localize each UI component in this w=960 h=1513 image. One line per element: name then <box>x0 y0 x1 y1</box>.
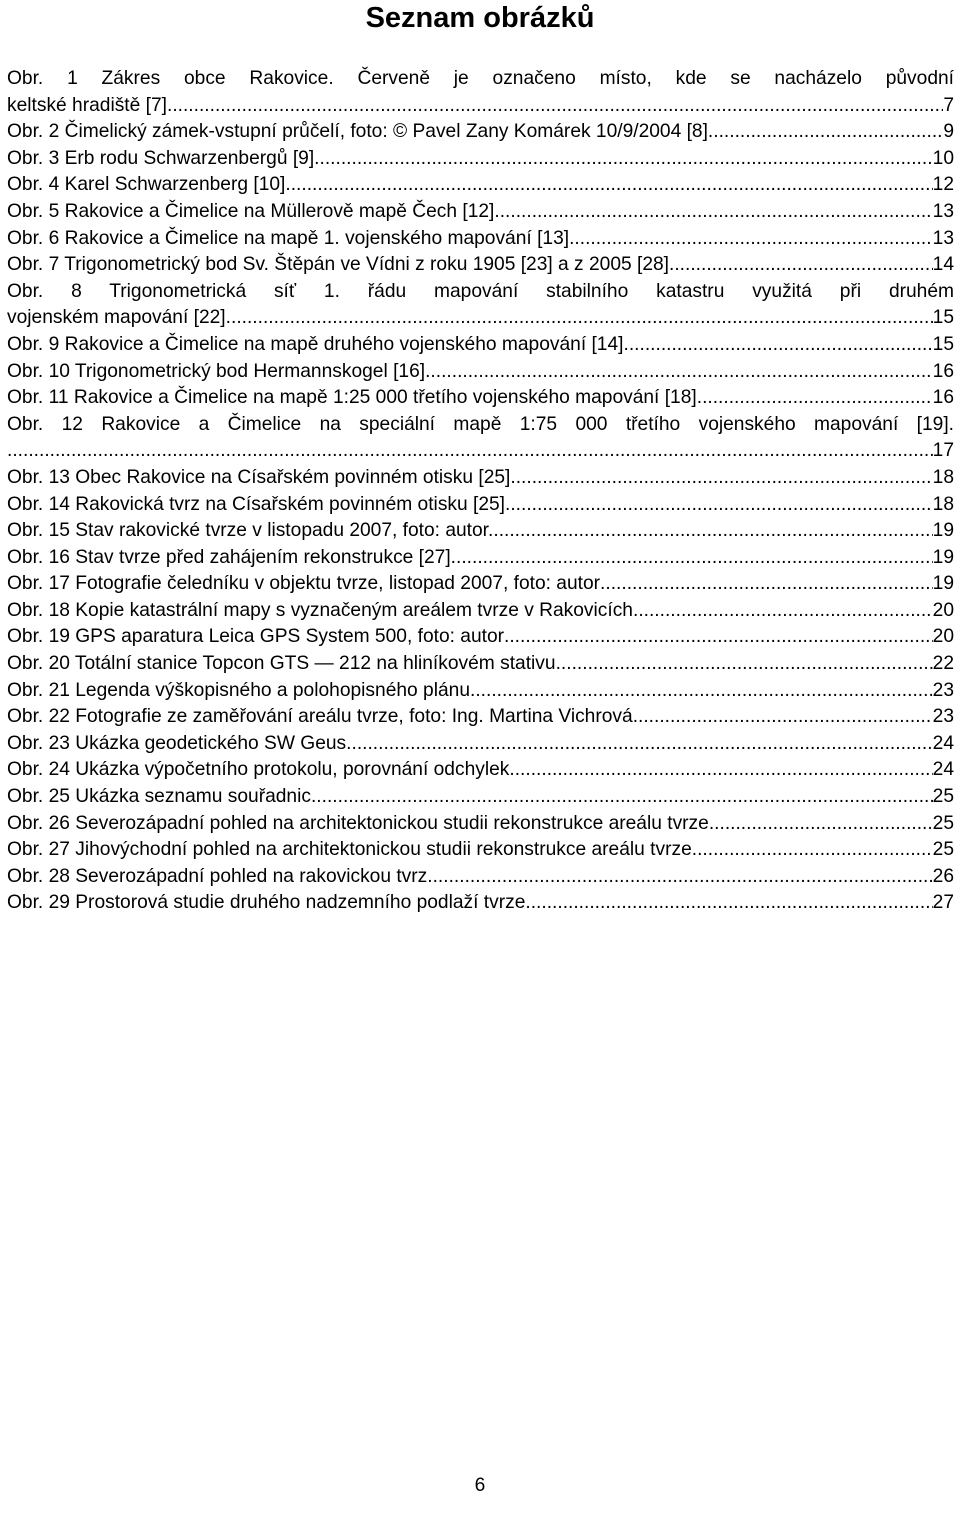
toc-page-number: 20 <box>932 599 954 621</box>
dot-leader <box>470 678 933 705</box>
toc-entry[interactable] <box>7 146 954 173</box>
toc-page-number: 19 <box>932 573 954 595</box>
toc-page-number: 25 <box>932 786 954 808</box>
toc-entry-text: Obr. 21 Legenda výškopisného a polohopisného plánu <box>7 679 470 701</box>
figure-list <box>7 66 954 917</box>
dot-leader <box>351 731 932 758</box>
toc-entry[interactable] <box>7 279 954 332</box>
toc-entry[interactable] <box>7 731 954 758</box>
dot-leader <box>433 864 933 891</box>
dot-leader <box>633 598 933 625</box>
toc-page-number: 26 <box>932 865 954 887</box>
dot-leader <box>556 651 933 678</box>
toc-entry-text: keltské hradiště [7]. <box>7 94 173 116</box>
toc-entry[interactable] <box>7 545 954 572</box>
toc-entry-text: Obr. 6 Rakovice a Čimelice na mapě 1. vojenského mapování [13]. <box>7 227 575 249</box>
toc-entry-text: Obr. 14 Rakovická tvrz na Císařském povinném otisku [25] <box>7 493 506 515</box>
toc-entry[interactable] <box>7 385 954 412</box>
dot-leader <box>320 146 933 173</box>
toc-entry-text: Obr. 17 Fotografie čeledníku v objektu tvrze, listopad 2007, foto: autor <box>7 573 601 595</box>
toc-entry-text: Obr. 18 Kopie katastrální mapy s vyznačeným areálem tvrze v Rakovicích <box>7 599 633 621</box>
toc-entry[interactable] <box>7 492 954 519</box>
toc-page-number: 20 <box>932 626 954 648</box>
toc-entry[interactable] <box>7 598 954 625</box>
toc-page-number: 10 <box>932 147 954 169</box>
toc-entry-text: Obr. 24 Ukázka výpočetního protokolu, porovnání odchylek. <box>7 759 515 781</box>
toc-page-number: 16 <box>932 387 954 409</box>
toc-page-number: 18 <box>932 466 954 488</box>
toc-entry-text: Obr. 28 Severozápadní pohled na rakovickou tvrz. <box>7 865 433 887</box>
toc-entry[interactable] <box>7 784 954 811</box>
toc-page-number: 13 <box>932 227 954 249</box>
toc-entry[interactable] <box>7 678 954 705</box>
toc-page-number: 23 <box>932 679 954 701</box>
page-title: Seznam obrázků <box>365 2 595 34</box>
toc-entry-text: Obr. 11 Rakovice a Čimelice na mapě 1:25 000 třetího vojenského mapování [18] <box>7 387 697 409</box>
toc-entry[interactable] <box>7 332 954 359</box>
toc-page-number: 14 <box>932 254 954 276</box>
toc-entry-text-line: Obr. 12 Rakovice a Čimelice na speciální mapě 1:75 000 třetího vojenského mapování [19]. <box>7 413 954 435</box>
toc-page-number: 19 <box>932 520 954 542</box>
toc-entry-text: Obr. 16 Stav tvrze před zahájením rekonstrukce [27]. <box>7 546 456 568</box>
toc-entry-text: Obr. 26 Severozápadní pohled na architektonickou studii rekonstrukce areálu tvrze. <box>7 812 715 834</box>
toc-page-number: 15 <box>932 333 954 355</box>
toc-page-number: 9 <box>943 121 954 143</box>
toc-page-number: 7 <box>943 94 954 116</box>
toc-entry-text-line: Obr. 8 Trigonometrická síť 1. řádu mapování stabilního katastru využitá při druhém <box>7 280 954 302</box>
toc-page-number: 25 <box>932 839 954 861</box>
toc-entry[interactable] <box>7 465 954 492</box>
dot-leader <box>697 837 933 864</box>
dot-leader <box>629 332 933 359</box>
toc-entry[interactable] <box>7 837 954 864</box>
dot-leader <box>669 252 933 279</box>
toc-page-number: 16 <box>932 360 954 382</box>
toc-entry-text: Obr. 10 Trigonometrický bod Hermannskogel [16] <box>7 360 426 382</box>
toc-entry-text: Obr. 23 Ukázka geodetického SW Geus. <box>7 732 352 754</box>
toc-entry-text: Obr. 2 Čimelický zámek-vstupní průčelí, foto: © Pavel Zany Komárek 10/9/2004 [8]. <box>7 121 714 143</box>
toc-entry[interactable] <box>7 864 954 891</box>
dot-leader <box>600 571 933 598</box>
toc-page-number: 17 <box>932 440 954 462</box>
toc-entry[interactable] <box>7 704 954 731</box>
toc-entry-text: Obr. 3 Erb rodu Schwarzenbergů [9]. <box>7 147 320 169</box>
toc-entry-text: Obr. 4 Karel Schwarzenberg [10]. <box>7 174 291 196</box>
toc-entry-text: Obr. 20 Totální stanice Topcon GTS — 212 na hliníkovém stativu <box>7 653 556 675</box>
toc-entry[interactable] <box>7 811 954 838</box>
dot-leader <box>493 518 932 545</box>
dot-leader <box>697 385 933 412</box>
dot-leader <box>531 890 933 917</box>
toc-entry-text: Obr. 15 Stav rakovické tvrze v listopadu 2007, foto: autor. <box>7 520 494 542</box>
toc-entry-text: Obr. 5 Rakovice a Čimelice na Müllerově mapě Čech [12]. <box>7 200 500 222</box>
toc-entry[interactable] <box>7 119 954 146</box>
toc-entry[interactable] <box>7 890 954 917</box>
dot-leader <box>574 226 932 253</box>
dot-leader <box>504 624 933 651</box>
dot-leader <box>226 305 933 332</box>
toc-page-number: 23 <box>932 706 954 728</box>
toc-entry[interactable] <box>7 66 954 119</box>
toc-entry-text: vojenském mapování [22] <box>7 307 226 329</box>
toc-page-number: 12 <box>932 174 954 196</box>
toc-entry[interactable] <box>7 757 954 784</box>
toc-entry-text: Obr. 19 GPS aparatura Leica GPS System 500, foto: autor <box>7 626 505 648</box>
toc-entry[interactable] <box>7 412 954 465</box>
toc-page-number: 24 <box>932 759 954 781</box>
toc-page-number: 25 <box>932 812 954 834</box>
dot-leader <box>500 199 933 226</box>
toc-entry[interactable] <box>7 518 954 545</box>
toc-page-number: 19 <box>932 546 954 568</box>
toc-entry-text-line: Obr. 1 Zákres obce Rakovice. Červeně je označeno místo, kde se nacházelo původní <box>7 68 954 89</box>
toc-entry[interactable] <box>7 359 954 386</box>
dot-leader <box>633 704 933 731</box>
dot-leader <box>456 545 933 572</box>
toc-entry-text: Obr. 27 Jihovýchodní pohled na architektonickou studii rekonstrukce areálu tvrze. <box>7 839 698 861</box>
toc-entry[interactable] <box>7 651 954 678</box>
toc-entry[interactable] <box>7 172 954 199</box>
toc-entry[interactable] <box>7 624 954 651</box>
toc-page-number: 13 <box>932 200 954 222</box>
dot-leader <box>316 784 932 811</box>
page-number: 6 <box>474 1475 486 1496</box>
toc-page-number: 18 <box>932 493 954 515</box>
dot-leader <box>172 93 943 120</box>
toc-page-number: 22 <box>932 653 954 675</box>
dot-leader <box>714 811 933 838</box>
toc-entry-text: Obr. 13 Obec Rakovice na Císařském povinném otisku [25] <box>7 466 511 488</box>
toc-entry[interactable] <box>7 252 954 279</box>
dot-leader <box>505 492 933 519</box>
dot-leader <box>7 438 933 465</box>
dot-leader <box>291 172 933 199</box>
toc-page-number: 15 <box>932 307 954 329</box>
dot-leader <box>515 757 933 784</box>
toc-entry-text: Obr. 22 Fotografie ze zaměřování areálu tvrze, foto: Ing. Martina Vichrová <box>7 706 633 728</box>
dot-leader <box>425 359 933 386</box>
toc-entry-text: Obr. 7 Trigonometrický bod Sv. Štěpán ve Vídni z roku 1905 [23] a z 2005 [28] <box>7 254 669 276</box>
toc-entry-text: Obr. 25 Ukázka seznamu souřadnic. <box>7 786 317 808</box>
dot-leader <box>510 465 932 492</box>
toc-entry-text: Obr. 29 Prostorová studie druhého nadzemního podlaží tvrze. <box>7 892 531 914</box>
toc-entry-text: Obr. 9 Rakovice a Čimelice na mapě druhého vojenského mapování [14]. <box>7 333 629 355</box>
toc-entry[interactable] <box>7 571 954 598</box>
dot-leader <box>713 119 943 146</box>
toc-entry[interactable] <box>7 226 954 253</box>
toc-entry[interactable] <box>7 199 954 226</box>
toc-page-number: 27 <box>932 892 954 914</box>
toc-page-number: 24 <box>932 732 954 754</box>
